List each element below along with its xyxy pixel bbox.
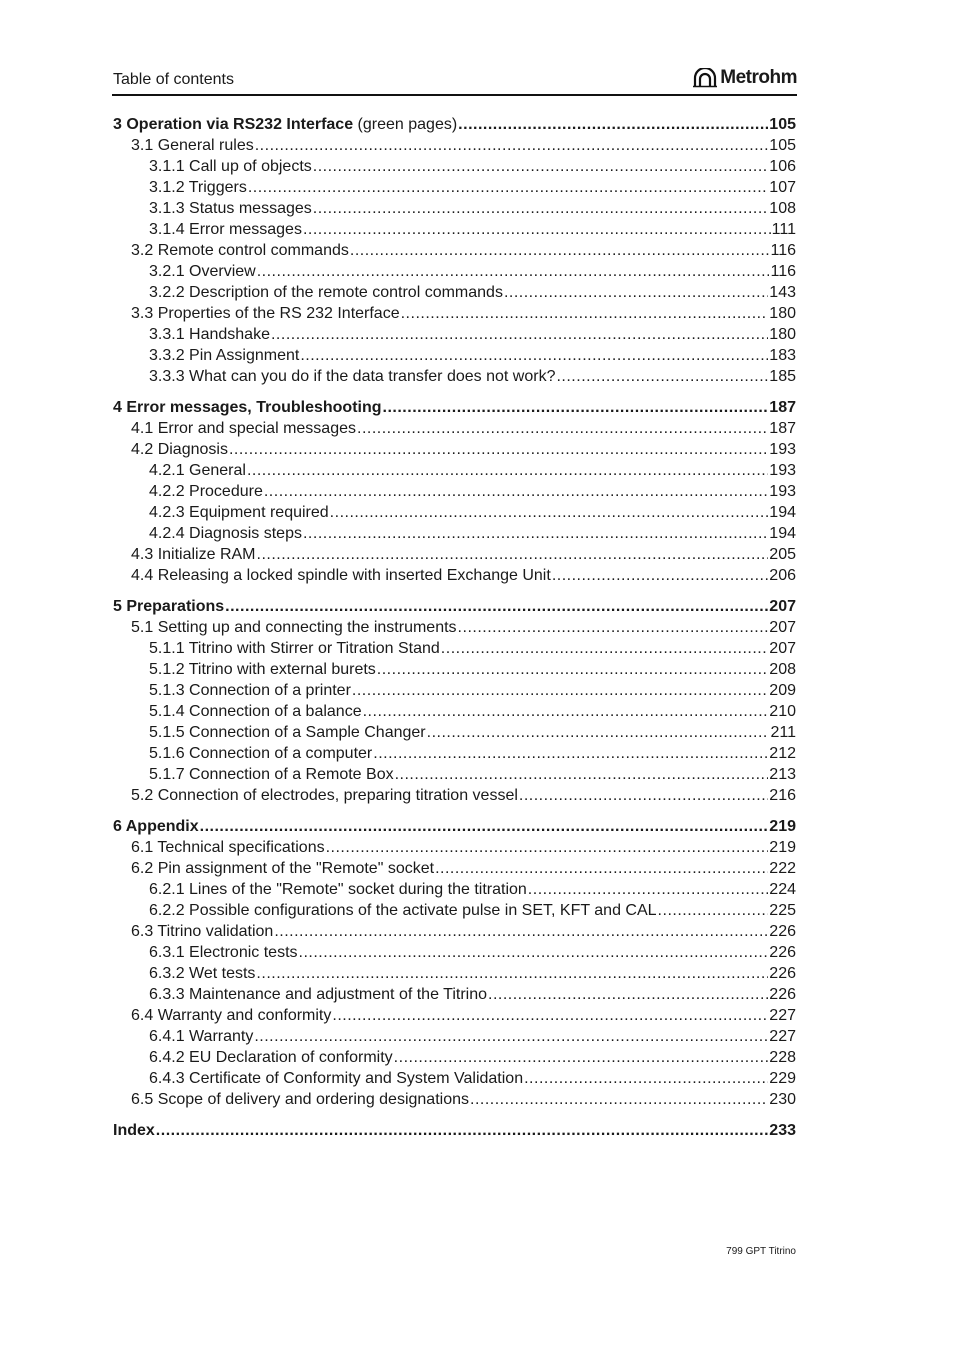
toc-entry-title: [149, 198, 312, 219]
dot-leader: [264, 481, 768, 502]
dot-leader: [427, 722, 770, 743]
toc-entry-title: [131, 544, 256, 565]
toc-entry-title: [149, 1026, 253, 1047]
dot-leader: [300, 345, 768, 366]
toc-entry-text: 3.1.1 Call up of objects: [149, 158, 312, 175]
toc-entry[interactable]: [113, 198, 796, 219]
toc-page-number: 227: [769, 1007, 796, 1024]
toc-page-number: 207: [769, 619, 796, 636]
toc-entry-title: [113, 1120, 155, 1141]
toc-entry-text: 3 Operation via RS232 Interface: [113, 116, 354, 133]
toc-entry[interactable]: [113, 1068, 796, 1089]
dot-leader: [248, 177, 768, 198]
toc-entry[interactable]: [113, 1005, 796, 1026]
toc-entry-title: [149, 261, 256, 282]
dot-leader: [257, 261, 770, 282]
toc-entry[interactable]: [113, 261, 796, 282]
toc-entry-text: 4.2.2 Procedure: [149, 483, 263, 500]
dot-leader: [552, 565, 768, 586]
toc-entry[interactable]: [113, 680, 796, 701]
toc-entry-text: 3.2.1 Overview: [149, 263, 256, 280]
metrohm-emblem-icon: [693, 68, 717, 88]
toc-page-number: 143: [769, 284, 796, 301]
toc-entry-title: [149, 481, 263, 502]
toc-page-number: 212: [769, 745, 796, 762]
toc-page-number: 226: [769, 923, 796, 940]
toc-entry-text: 4.2.1 General: [149, 462, 246, 479]
toc-entry-text: 6.2.1 Lines of the "Remote" socket during the titration: [149, 881, 527, 898]
toc-entry-title: [149, 324, 270, 345]
toc-page-number: 219: [769, 839, 796, 856]
toc-entry-text: 6.3.3 Maintenance and adjustment of the Titrino: [149, 986, 487, 1003]
toc-page-number: 226: [769, 965, 796, 982]
toc-entry[interactable]: [113, 418, 796, 439]
dot-leader: [332, 1005, 768, 1026]
toc-entry-text: 5.2 Connection of electrodes, preparing titration vessel: [131, 787, 518, 804]
toc-entry-text: 6.3.2 Wet tests: [149, 965, 256, 982]
dot-leader: [401, 303, 769, 324]
toc-entry-text: 6 Appendix: [113, 818, 199, 835]
toc-page-number: 209: [769, 682, 796, 699]
toc-entry-text: 4 Error messages, Troubleshooting: [113, 399, 382, 416]
toc-entry-title: [149, 900, 657, 921]
toc-page-number: 230: [769, 1091, 796, 1108]
toc-entry[interactable]: [113, 785, 796, 806]
toc-entry[interactable]: [113, 135, 796, 156]
toc-page-number: 183: [769, 347, 796, 364]
dot-leader: [303, 523, 768, 544]
toc-page-number: 180: [769, 326, 796, 343]
dot-leader: [383, 397, 769, 418]
dot-leader: [303, 219, 771, 240]
toc-page-number: 225: [769, 902, 796, 919]
toc-entry-title: [131, 837, 325, 858]
toc-entry-title: [131, 1089, 469, 1110]
header-title: Table of contents: [113, 71, 234, 88]
dot-leader: [519, 785, 768, 806]
dot-leader: [458, 617, 769, 638]
toc-page-number: 227: [769, 1028, 796, 1045]
toc-entry[interactable]: [113, 219, 796, 240]
toc-page-number: 111: [771, 221, 796, 238]
toc-entry[interactable]: [113, 858, 796, 879]
toc-entry-title: [131, 1005, 331, 1026]
toc-entry-title: [131, 617, 457, 638]
footer-text: 799 GPT Titrino: [726, 1246, 796, 1257]
toc-entry[interactable]: [113, 596, 796, 617]
toc-entry-text: 6.1 Technical specifications: [131, 839, 325, 856]
dot-leader: [470, 1089, 768, 1110]
dot-leader: [256, 963, 768, 984]
toc-entry-title: [149, 366, 555, 387]
toc-page-number: 105: [769, 137, 796, 154]
toc-entry[interactable]: [113, 114, 796, 135]
toc-entry-title: [131, 858, 434, 879]
dot-leader: [350, 240, 770, 261]
toc-entry-title: [149, 659, 376, 680]
dot-leader: [394, 1047, 769, 1068]
toc-entry[interactable]: [113, 345, 796, 366]
toc-entry-title: [149, 345, 299, 366]
dot-leader: [313, 198, 769, 219]
toc-page-number: 180: [769, 305, 796, 322]
toc-entry-title: [149, 460, 246, 481]
toc-section: [113, 596, 796, 806]
dot-leader: [395, 764, 769, 785]
dot-leader: [200, 816, 769, 837]
toc-entry-title: [149, 282, 503, 303]
dot-leader: [255, 135, 769, 156]
toc-entry-text: 5.1.1 Titrino with Stirrer or Titration Stand: [149, 640, 440, 657]
toc-page-number: 226: [769, 944, 796, 961]
toc-entry-title: [113, 816, 199, 837]
toc-entry[interactable]: [113, 240, 796, 261]
dot-leader: [458, 114, 768, 135]
toc-page-number: 106: [769, 158, 796, 175]
toc-entry-text: 4.1 Error and special messages: [131, 420, 356, 437]
toc-entry[interactable]: [113, 743, 796, 764]
toc-page-number: 193: [769, 483, 796, 500]
toc-entry-title: [149, 743, 372, 764]
dot-leader: [441, 638, 769, 659]
toc-entry-title: [131, 303, 400, 324]
toc-entry-title: [149, 942, 298, 963]
dot-leader: [156, 1120, 769, 1141]
toc-page-number: 206: [769, 567, 796, 584]
toc-entry[interactable]: [113, 1120, 796, 1141]
toc-page-number: 226: [769, 986, 796, 1003]
toc-entry[interactable]: [113, 1089, 796, 1110]
toc-page-number: 116: [770, 263, 796, 280]
toc-entry[interactable]: [113, 282, 796, 303]
dot-leader: [658, 900, 769, 921]
toc-entry-title: [149, 177, 247, 198]
dot-leader: [556, 366, 768, 387]
toc-page-number: 229: [769, 1070, 796, 1087]
toc-entry-title: [131, 785, 518, 806]
toc-entry[interactable]: [113, 921, 796, 942]
toc-entry-title: [149, 523, 302, 544]
toc-entry-text: 5.1.3 Connection of a printer: [149, 682, 351, 699]
toc-entry-title: [149, 502, 329, 523]
toc-entry-text: 6.4 Warranty and conformity: [131, 1007, 332, 1024]
dot-leader: [326, 837, 769, 858]
toc-entry[interactable]: [113, 303, 796, 324]
toc-page-number: 194: [769, 525, 796, 542]
toc-entry-title: [149, 219, 302, 240]
toc-page-number: 219: [769, 818, 796, 835]
toc-entry[interactable]: [113, 324, 796, 345]
toc-page-number: 216: [769, 787, 796, 804]
toc-entry[interactable]: [113, 638, 796, 659]
dot-leader: [352, 680, 768, 701]
toc-entry[interactable]: [113, 764, 796, 785]
toc-entry-text: 4.2.3 Equipment required: [149, 504, 329, 521]
toc-entry-text: 4.3 Initialize RAM: [131, 546, 256, 563]
toc-entry-text: 6.4.2 EU Declaration of conformity: [149, 1049, 393, 1066]
toc-entry[interactable]: [113, 701, 796, 722]
toc-entry-text: 4.2 Diagnosis: [131, 441, 228, 458]
toc-entry[interactable]: [113, 963, 796, 984]
toc-section: [113, 1120, 796, 1141]
toc-entry-text: 6.2.2 Possible configurations of the activate pulse in SET, KFT and CAL: [149, 902, 657, 919]
dot-leader: [357, 418, 768, 439]
toc-entry-title: [149, 1068, 523, 1089]
toc-entry[interactable]: [113, 439, 796, 460]
toc-entry-text: 5.1.6 Connection of a computer: [149, 745, 373, 762]
toc-entry-text: 3.2.2 Description of the remote control commands: [149, 284, 503, 301]
dot-leader: [271, 324, 768, 345]
toc-entry-text: 4.4 Releasing a locked spindle with inserted Exchange Unit: [131, 567, 551, 584]
toc-entry-title: [149, 722, 426, 743]
toc-page-number: 210: [769, 703, 796, 720]
toc-entry-title: [113, 114, 457, 135]
toc-page-number: 233: [769, 1122, 796, 1139]
toc-entry-title: [149, 680, 351, 701]
toc-entry[interactable]: [113, 816, 796, 837]
toc-entry-text: 3.3.1 Handshake: [149, 326, 270, 343]
toc-entry-title: [131, 565, 551, 586]
dot-leader: [377, 659, 769, 680]
toc-page-number: 187: [769, 399, 796, 416]
dot-leader: [229, 439, 768, 460]
toc-entry[interactable]: [113, 397, 796, 418]
toc-entry[interactable]: [113, 502, 796, 523]
toc-entry[interactable]: [113, 481, 796, 502]
toc-page-number: 213: [769, 766, 796, 783]
toc-entry-text: 5.1 Setting up and connecting the instruments: [131, 619, 457, 636]
toc-entry-text: 3.3.2 Pin Assignment: [149, 347, 300, 364]
dot-leader: [528, 879, 769, 900]
toc-entry-text: 3.1.4 Error messages: [149, 221, 302, 238]
toc-entry-text: 5.1.4 Connection of a balance: [149, 703, 362, 720]
toc-page-number: 224: [769, 881, 796, 898]
toc-entry[interactable]: [113, 523, 796, 544]
toc-entry[interactable]: [113, 984, 796, 1005]
toc-entry-title: [131, 921, 273, 942]
toc-page-number: 108: [769, 200, 796, 217]
toc-entry-title: [149, 764, 394, 785]
table-of-contents: [113, 114, 796, 1151]
dot-leader: [435, 858, 768, 879]
toc-entry-text: 3.2 Remote control commands: [131, 242, 349, 259]
toc-page-number: 211: [770, 724, 796, 741]
toc-section: [113, 816, 796, 1110]
dot-leader: [254, 1026, 768, 1047]
dot-leader: [225, 596, 768, 617]
toc-entry-text: 5 Preparations: [113, 598, 225, 615]
dot-leader: [524, 1068, 768, 1089]
brand-name: Metrohm: [720, 67, 797, 88]
toc-entry[interactable]: [113, 156, 796, 177]
toc-entry-title: [131, 439, 228, 460]
toc-entry-title: [149, 879, 527, 900]
dot-leader: [488, 984, 768, 1005]
toc-entry-title: [131, 135, 254, 156]
toc-entry-text: 6.4.3 Certificate of Conformity and System Validation: [149, 1070, 524, 1087]
toc-entry-text: 6.5 Scope of delivery and ordering designations: [131, 1091, 469, 1108]
toc-entry[interactable]: [113, 659, 796, 680]
dot-leader: [299, 942, 769, 963]
toc-entry-text: 3.3.3 What can you do if the data transfer does not work?: [149, 368, 556, 385]
toc-entry-text: 3.3 Properties of the RS 232 Interface: [131, 305, 400, 322]
dot-leader: [373, 743, 768, 764]
toc-entry-text: 5.1.2 Titrino with external burets: [149, 661, 376, 678]
toc-entry[interactable]: [113, 900, 796, 921]
toc-entry-title: [149, 1047, 393, 1068]
toc-page-number: 193: [769, 441, 796, 458]
toc-page-number: 187: [769, 420, 796, 437]
toc-page-number: 205: [769, 546, 796, 563]
toc-page-number: 208: [769, 661, 796, 678]
toc-entry-title: [113, 596, 224, 617]
dot-leader: [257, 544, 769, 565]
toc-entry-title: [149, 156, 312, 177]
dot-leader: [504, 282, 768, 303]
toc-page-number: 207: [769, 598, 796, 615]
toc-page-number: 228: [769, 1049, 796, 1066]
toc-entry-title: [131, 240, 349, 261]
dot-leader: [313, 156, 769, 177]
toc-page-number: 116: [770, 242, 796, 259]
toc-page-number: 194: [769, 504, 796, 521]
dot-leader: [330, 502, 769, 523]
toc-entry-text: 4.2.4 Diagnosis steps: [149, 525, 302, 542]
toc-section: [113, 397, 796, 586]
toc-entry[interactable]: [113, 837, 796, 858]
toc-entry-text: 6.3.1 Electronic tests: [149, 944, 298, 961]
toc-entry-suffix: (green pages): [353, 116, 458, 133]
toc-entry[interactable]: [113, 366, 796, 387]
toc-entry-text: 3.1.2 Triggers: [149, 179, 247, 196]
toc-entry-text: 6.2 Pin assignment of the "Remote" socket: [131, 860, 435, 877]
toc-entry[interactable]: [113, 722, 796, 743]
toc-entry[interactable]: [113, 565, 796, 586]
toc-entry-text: 5.1.5 Connection of a Sample Changer: [149, 724, 426, 741]
toc-page-number: 207: [769, 640, 796, 657]
toc-entry-text: 6.4.1 Warranty: [149, 1028, 254, 1045]
toc-page-number: 193: [769, 462, 796, 479]
toc-entry-title: [131, 418, 356, 439]
toc-entry[interactable]: [113, 879, 796, 900]
toc-entry[interactable]: [113, 177, 796, 198]
toc-entry-title: [149, 701, 362, 722]
toc-entry-text: 3.1 General rules: [131, 137, 254, 154]
toc-entry-text: Index: [113, 1122, 155, 1139]
page-header: [112, 66, 797, 96]
toc-entry[interactable]: [113, 617, 796, 638]
toc-page-number: 105: [769, 116, 796, 133]
toc-entry-title: [113, 397, 382, 418]
toc-entry[interactable]: [113, 1047, 796, 1068]
toc-page-number: 185: [769, 368, 796, 385]
toc-entry-text: 5.1.7 Connection of a Remote Box: [149, 766, 394, 783]
toc-entry[interactable]: [113, 1026, 796, 1047]
toc-entry-text: 6.3 Titrino validation: [131, 923, 274, 940]
toc-entry-title: [149, 963, 255, 984]
toc-page-number: 222: [769, 860, 796, 877]
toc-entry-text: 3.1.3 Status messages: [149, 200, 312, 217]
toc-section: [113, 114, 796, 387]
toc-entry[interactable]: [113, 460, 796, 481]
toc-entry-title: [149, 984, 487, 1005]
dot-leader: [274, 921, 768, 942]
dot-leader: [247, 460, 768, 481]
toc-entry-title: [149, 638, 440, 659]
toc-entry[interactable]: [113, 544, 796, 565]
dot-leader: [363, 701, 769, 722]
toc-page-number: 107: [769, 179, 796, 196]
toc-entry[interactable]: [113, 942, 796, 963]
metrohm-logo: [693, 66, 797, 90]
